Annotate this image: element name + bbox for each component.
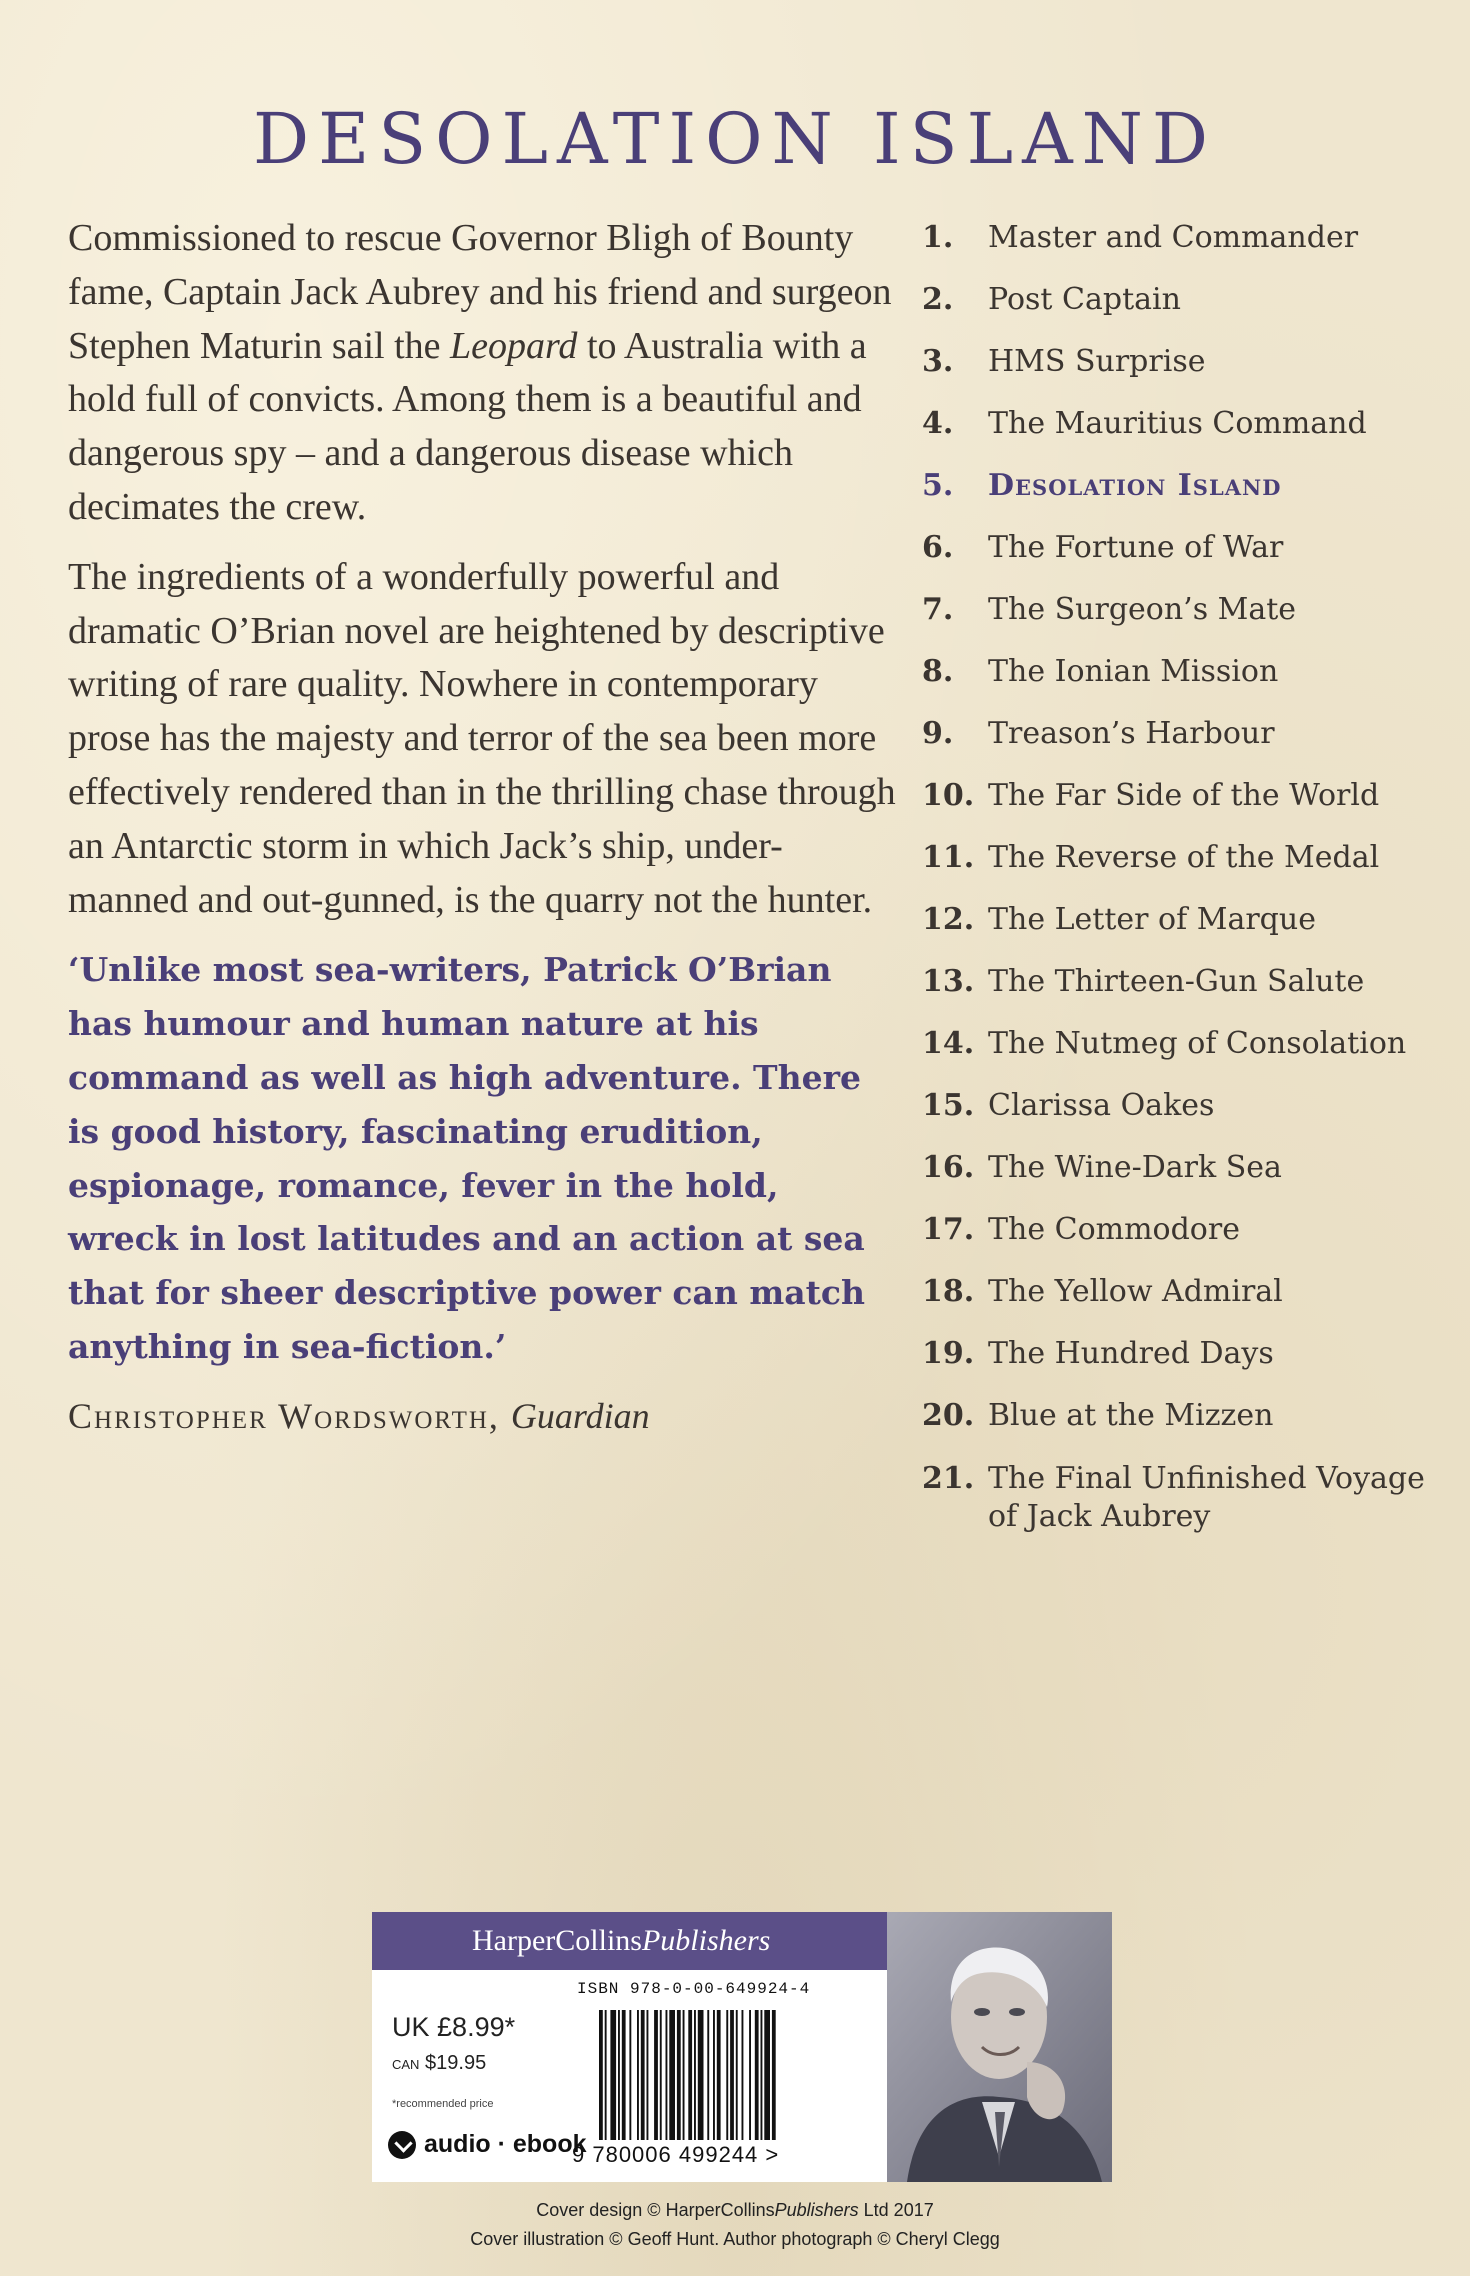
barcode-bar (749, 2010, 751, 2140)
formats-badge (388, 2130, 587, 2159)
series-title: The Wine-Dark Sea (988, 1150, 1282, 1185)
barcode-bar (677, 2010, 681, 2140)
series-item (922, 1018, 1442, 1080)
blurb-paragraph-2: The ingredients of a wonderfully powerful and dramatic O’Brian novel are heightened by descriptive writing of rare quality. Nowhere in contemporary prose has the majesty and terror of the sea been more effectively rendered than in the thrilling chase through an Antarctic storm in which Jack’s ship, under-manned and out-gunned, is the quarry not the hunter. (68, 555, 896, 921)
series-number: 13. (922, 964, 975, 999)
barcode-bar (641, 2010, 645, 2140)
barcode-bar (669, 2010, 675, 2140)
series-list (922, 212, 1442, 1536)
series-number: 2. (922, 282, 954, 317)
barcode-bar (618, 2010, 620, 2140)
series-title: Desolation Island (988, 468, 1282, 503)
barcode-bar (764, 2010, 770, 2140)
series-item (922, 1452, 1442, 1536)
series-title: Treason’s Harbour (988, 716, 1275, 751)
barcode (597, 2010, 847, 2140)
barcode-bar (755, 2010, 759, 2140)
price-can-value: $19.95 (425, 2052, 487, 2074)
series-item (922, 770, 1442, 832)
barcode-bar (717, 2010, 721, 2140)
series-item (922, 646, 1442, 708)
series-number: 16. (922, 1150, 975, 1185)
series-item (922, 1080, 1442, 1142)
download-icon (388, 2131, 416, 2159)
series-title: The Mauritius Command (988, 406, 1367, 441)
series-number: 17. (922, 1212, 975, 1247)
series-title: Blue at the Mizzen (988, 1398, 1274, 1433)
barcode-bar (610, 2010, 616, 2140)
series-item (922, 894, 1442, 956)
formats-label: audio · ebook (424, 2130, 587, 2158)
barcode-bar (683, 2010, 685, 2140)
series-title: The Commodore (988, 1212, 1240, 1247)
barcode-bar (736, 2010, 738, 2140)
series-title: The Hundred Days (988, 1336, 1274, 1371)
credits-line-1 (0, 2196, 1470, 2225)
series-item (922, 832, 1442, 894)
series-number: 6. (922, 530, 954, 565)
series-title: The Letter of Marque (988, 902, 1316, 937)
series-item (922, 274, 1442, 336)
series-number: 14. (922, 1026, 975, 1061)
series-number: 21. (922, 1461, 975, 1496)
isbn: ISBN 978-0-00-649924-4 (577, 1980, 811, 1998)
quote-source: Guardian (510, 1395, 650, 1436)
series-item (922, 1204, 1442, 1266)
series-item (922, 708, 1442, 770)
barcode-bar (647, 2010, 649, 2140)
series-number: 18. (922, 1274, 975, 1309)
barcode-bar (730, 2010, 734, 2140)
barcode-bar (654, 2010, 658, 2140)
series-title: The Thirteen-Gun Salute (988, 964, 1365, 999)
barcode-bar (629, 2010, 631, 2140)
series-title: HMS Surprise (988, 344, 1206, 379)
quote-author: Christopher Wordsworth (68, 1395, 489, 1436)
barcode-bar (772, 2010, 776, 2140)
author-portrait-image (887, 1912, 1112, 2182)
series-title: The Yellow Admiral (988, 1274, 1283, 1309)
series-number: 12. (922, 902, 975, 937)
series-title: Clarissa Oakes (988, 1088, 1215, 1123)
series-item (922, 212, 1442, 274)
barcode-bar (742, 2010, 744, 2140)
barcode-bar (726, 2010, 728, 2140)
credits-text-italic: Publishers (774, 2200, 859, 2220)
series-number: 3. (922, 344, 954, 379)
barcode-bar (637, 2010, 639, 2140)
series-item (922, 336, 1442, 398)
series-title: The Nutmeg of Consolation (988, 1026, 1407, 1061)
series-number: 7. (922, 592, 954, 627)
series-number: 11. (922, 840, 975, 875)
publisher-name-italic: Publishers (641, 1924, 771, 1957)
price-uk (392, 2012, 515, 2043)
barcode-digits: 9 780006 499244 > (572, 2142, 780, 2167)
credits-text: Cover design © HarperCollins (536, 2200, 775, 2220)
ship-name: Leopard (450, 324, 578, 367)
barcode-bar (707, 2010, 709, 2140)
series-item (922, 1390, 1442, 1452)
author-photo (887, 1912, 1112, 2182)
quote-attribution: Christopher Wordsworth, Guardian (68, 1395, 650, 1436)
price-uk-prefix: UK (392, 2012, 430, 2042)
cover-credits (0, 2196, 1470, 2254)
series-number: 19. (922, 1336, 975, 1371)
series-title: The Surgeon’s Mate (988, 592, 1297, 627)
barcode-bar (605, 2010, 607, 2140)
price-barcode-area (372, 1970, 887, 2182)
series-item (922, 956, 1442, 1018)
barcode-bar (688, 2010, 692, 2140)
barcode-bar (698, 2010, 704, 2140)
series-title: The Fortune of War (988, 530, 1284, 565)
blurb (68, 212, 898, 1444)
publisher-logo (372, 1912, 887, 1970)
price-can-prefix: CAN (392, 2057, 420, 2072)
credits-line-2: Cover illustration © Geoff Hunt. Author photograph © Cheryl Clegg (470, 2229, 1000, 2249)
series-item (922, 584, 1442, 646)
series-title: Master and Commander (988, 220, 1359, 255)
series-number: 9. (922, 716, 954, 751)
series-item (922, 1266, 1442, 1328)
series-item (922, 1328, 1442, 1390)
series-title: The Far Side of the World (988, 778, 1380, 813)
series-title: The Ionian Mission (988, 654, 1279, 689)
series-title: The Final Unfinished Voyage of Jack Aubrey (988, 1461, 1425, 1534)
price-uk-value: £8.99* (437, 2012, 516, 2042)
series-number: 20. (922, 1398, 975, 1433)
publisher-name: HarperCollins (472, 1924, 642, 1957)
series-number: 15. (922, 1088, 975, 1123)
review-quote: ‘Unlike most sea-writers, Patrick O’Brian has humour and human nature at his command as well as high adventure. There is good history, fascinating erudition, espionage, romance, fever in the hold, wreck in lost latitudes and an action at sea that for sheer descriptive power can match anything in sea-fiction.’ (68, 950, 865, 1366)
series-title: The Reverse of the Medal (988, 840, 1380, 875)
series-number: 1. (922, 220, 954, 255)
series-number: 10. (922, 778, 975, 813)
barcode-panel (372, 1912, 1112, 2182)
series-item (922, 1142, 1442, 1204)
credits-text: Ltd 2017 (858, 2200, 934, 2220)
blurb-text: to Australia with a hold full of convicts. Among them is a beautiful and dangerous spy – and a dangerous disease which decimates the crew. (68, 324, 867, 528)
blurb-text: Commissioned to rescue Governor Bligh of Bounty fame, Captain Jack Aubrey and his friend and surgeon Stephen Maturin sail the (68, 217, 892, 367)
series-item-current (922, 460, 1442, 522)
series-number: 8. (922, 654, 954, 689)
series-title: Post Captain (988, 282, 1181, 317)
barcode-bar (599, 2010, 603, 2140)
barcode-bar (713, 2010, 715, 2140)
barcode-bar (660, 2010, 662, 2140)
series-number: 5. (922, 468, 954, 503)
price-can (392, 2052, 486, 2075)
barcode-bar (694, 2010, 696, 2140)
series-number: 4. (922, 406, 954, 441)
blurb-paragraph-1 (68, 212, 898, 535)
barcode-bar (622, 2010, 626, 2140)
barcode-bar (666, 2010, 668, 2140)
book-title: DESOLATION ISLAND (252, 98, 1217, 180)
series-item (922, 398, 1442, 460)
recommended-price-note: *recommended price (392, 2098, 494, 2110)
series-item (922, 522, 1442, 584)
barcode-bar (761, 2010, 763, 2140)
